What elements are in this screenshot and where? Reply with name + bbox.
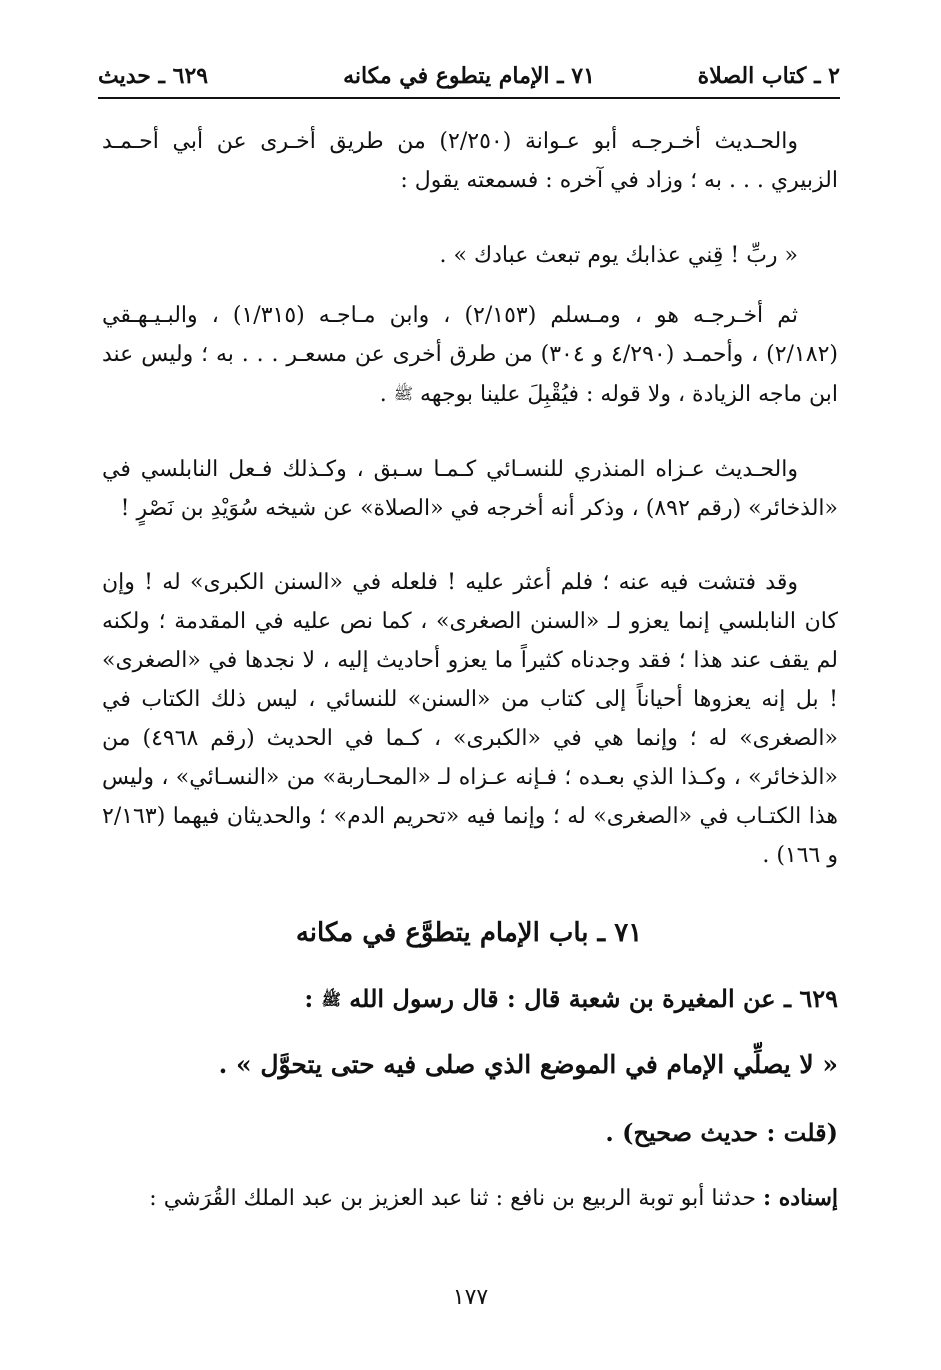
hadith-intro <box>102 984 852 1013</box>
quoted-supplication: « ربِّ ! قِني عذابك يوم تبعث عبادك » . <box>439 243 798 268</box>
paragraph-takhrij-text: ثم أخـرجـه هو ، ومـسلم (٢/١٥٣) ، وابن مـاجـه (١/٣١٥) ، والبـيـهـقي (٢/١٨٢) ، وأحمـد (٤/٢٩٠ و ٣٠٤) من طرق أخرى عن مسعـر . . . به ؛ وليس عند ابن ماجه الزيادة ، ولا قوله : فيُقْبِلَ علينا بوجهه <box>102 303 838 407</box>
page-number: ١٧٧ <box>452 1285 489 1310</box>
salawat-glyph: ﷺ <box>393 384 414 403</box>
hadith-intro-text: ٦٢٩ ـ عن المغيرة بن شعبة قال : قال رسول الله <box>349 984 838 1013</box>
paragraph-takhrij-end: . <box>379 382 394 407</box>
isnad-label: إسناده : <box>763 1185 838 1211</box>
hadith-grade: (قلت : حديث صحيح) . <box>605 1118 838 1147</box>
paragraph-mundhiri: والحـديث عـزاه المنذري للنسـائي كـمـا سـبق ، وكـذلك فـعل النابلسي في «الذخائر» (رقم ٨٩٢) ، وذكر أنه أخرجه في «الصلاة» عن شيخه سُوَيْدِ بن نَصْرٍ ! <box>102 457 838 521</box>
running-header <box>98 58 840 94</box>
header-book-title: ٢ ـ كتاب الصلاة <box>697 63 840 89</box>
chapter-heading: ٧١ ـ باب الإمام يتطوَّع في مكانه <box>295 918 643 948</box>
hadith-text: « لا يصلِّي الإمام في الموضع الذي صلى فيه حتى يتحوَّل » . <box>218 1050 838 1079</box>
header-rule <box>98 97 840 99</box>
salawat-glyph-2: ﷺ <box>321 990 341 1009</box>
hadith-isnad <box>102 1185 838 1211</box>
header-hadith-number: ٦٢٩ ـ حديث <box>98 63 209 89</box>
isnad-text: حدثنا أبو توبة الربيع بن نافع : ثنا عبد العزيز بن عبد الملك القُرَشي : <box>149 1186 763 1211</box>
header-chapter-title: ٧١ ـ الإمام يتطوع في مكانه <box>343 63 595 89</box>
paragraph-takhrij <box>102 296 838 414</box>
paragraph-abu-awana: والحـديث أخـرجـه أبو عـوانة (٢/٢٥٠) من طريق أخـرى عن أبي أحـمـد الزبيري . . . به ؛ وزاد في آخره : فسمعته يقول : <box>102 129 838 193</box>
paragraph-nabulsi-discussion: وقد فتشت فيه عنه ؛ فلم أعثر عليه ! فلعله في «السنن الكبرى» له ! وإن كان النابلسي إنما يعزو لـ «السنن الصغرى» ، كما نص عليه في المقدمة ؛ ولكنه لم يقف عند هذا ؛ فقد وجدناه كثيراً ما يعزو أحاديث إليه ، لا نجدها في «الصغرى» ! بل إنه يعزوها أحياناً إلى كتاب من «السنن» للنسائي ، ليس ذلك الكتاب في «الصغرى» له ؛ وإنما هي في «الكبرى» ، كـما في الحديث (رقم ٤٩٦٨) من «الذخائر» ، وكـذا الذي بعـده ؛ فـإنه عـزاه لـ «المحـاربة» من «النسـائي» ، وليس هذا الكتـاب في «الصغرى» له ؛ وإنما فيه «تحريم الدم» ؛ والحديثان فيهما (٢/١٦٣ و ١٦٦) . <box>102 570 838 868</box>
hadith-intro-end: : <box>304 984 322 1013</box>
